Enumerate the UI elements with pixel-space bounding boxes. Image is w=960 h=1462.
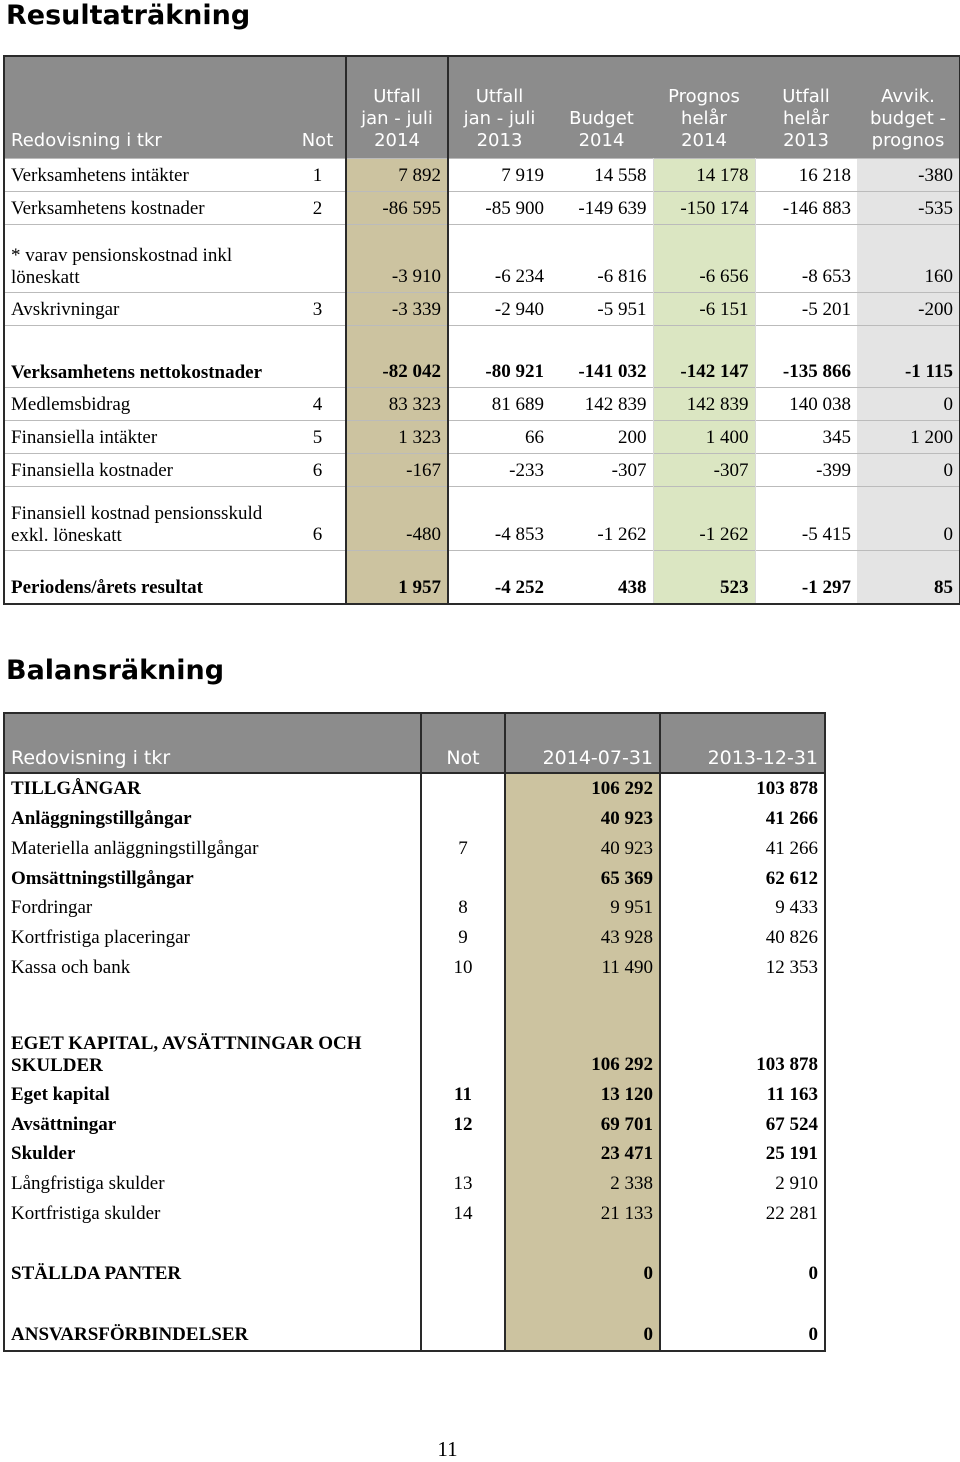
table-row: [4, 1169, 825, 1199]
table-row: [4, 292, 960, 325]
balance-sheet-table: [3, 712, 826, 1352]
cell-value: 7 892: [346, 158, 448, 191]
cell-value: 523: [653, 550, 755, 604]
table-row: [4, 804, 825, 834]
row-not: 10: [421, 953, 505, 983]
cell-value: 160: [857, 224, 960, 292]
row-label: Kortfristiga skulder: [4, 1199, 421, 1229]
cell-value: 11 490: [505, 953, 660, 983]
cell-value: -86 595: [346, 191, 448, 224]
row-not: [421, 773, 505, 804]
table-row: [4, 420, 960, 453]
cell-value: 103 878: [756, 1054, 818, 1075]
header-date-current: 2014-07-31: [505, 713, 660, 773]
cell-value: 7 919: [501, 164, 544, 186]
cell-value: -6 656: [653, 224, 755, 292]
table-row: [4, 550, 960, 604]
row-not: [421, 864, 505, 894]
cell-value: 106 292: [505, 773, 660, 804]
cell-value: -141 032: [578, 360, 647, 382]
cell-value: 0: [857, 453, 960, 486]
cell-value: 1 400: [653, 420, 755, 453]
cell-value: 85: [857, 550, 960, 604]
table-row: [4, 773, 825, 804]
cell-value: 103 878: [660, 773, 825, 804]
table-row: [4, 158, 960, 191]
cell-value: 40 826: [765, 927, 818, 948]
cell-value: 2 338: [505, 1169, 660, 1199]
row-label: ANSVARSFÖRBINDELSER: [4, 1289, 421, 1351]
cell-value: 66: [525, 426, 544, 448]
header-budget-2014: Budget 2014: [550, 56, 653, 158]
cell-value: 13 120: [505, 1080, 660, 1110]
cell-value: 142 839: [584, 393, 647, 415]
row-not: 6: [312, 523, 323, 545]
cell-value: -3 910: [346, 224, 448, 292]
row-label: Verksamhetens intäkter: [11, 164, 189, 186]
row-not: 14: [421, 1199, 505, 1229]
table-row: [4, 1110, 825, 1140]
row-not: 12: [421, 1110, 505, 1140]
row-not: 4: [312, 393, 323, 415]
row-not: [421, 1289, 505, 1351]
cell-value: 438: [618, 577, 647, 598]
row-not: 6: [312, 459, 323, 481]
row-label: Medlemsbidrag: [11, 393, 131, 415]
cell-value: 81 689: [491, 393, 544, 415]
row-not: 11: [421, 1080, 505, 1110]
row-label: Anläggningstillgångar: [4, 804, 421, 834]
table-row: [4, 894, 825, 923]
cell-value: -6 816: [597, 265, 647, 287]
cell-value: 0: [505, 1229, 660, 1289]
table-row: [4, 1289, 825, 1351]
row-not: 7: [421, 834, 505, 864]
cell-value: -6 151: [653, 292, 755, 325]
cell-value: -4 252: [494, 577, 544, 598]
cell-value: -3 339: [346, 292, 448, 325]
row-not: [290, 224, 346, 292]
cell-value: -380: [857, 158, 960, 191]
row-label: Finansiella intäkter: [11, 426, 158, 448]
table-row: [4, 453, 960, 486]
cell-value: 106 292: [505, 983, 660, 1080]
header-label: Redovisning i tkr: [4, 713, 421, 773]
header-utfall-jan-juli-2014: Utfall jan - juli 2014: [346, 56, 448, 158]
cell-value: 21 133: [505, 1199, 660, 1229]
balance-header-row: [4, 713, 825, 773]
cell-value: 9 951: [505, 894, 660, 923]
cell-value: 9 433: [775, 897, 818, 918]
cell-value: -6 234: [494, 265, 544, 287]
cell-value: -1 297: [801, 577, 851, 598]
table-row: [4, 387, 960, 420]
table-row: [4, 191, 960, 224]
cell-value: -233: [509, 459, 544, 481]
cell-value: -149 639: [578, 197, 647, 219]
cell-value: 12 353: [765, 957, 818, 978]
table-row: [4, 923, 825, 953]
cell-value: 62 612: [765, 868, 818, 889]
row-not: [290, 325, 346, 387]
cell-value: 65 369: [505, 864, 660, 894]
row-label: TILLGÅNGAR: [4, 773, 421, 804]
cell-value: 0: [505, 1289, 660, 1351]
table-row: [4, 1140, 825, 1169]
cell-value: 67 524: [765, 1114, 818, 1135]
row-label: Fordringar: [4, 894, 421, 923]
header-prognos-helar-2014: Prognos helår 2014: [653, 56, 755, 158]
row-label: Verksamhetens nettokostnader: [11, 361, 263, 383]
row-label: Avskrivningar: [11, 298, 120, 320]
cell-value: -4 853: [494, 523, 544, 545]
table-row: [4, 834, 825, 864]
cell-value: -5 415: [801, 523, 851, 545]
page-number: 11: [437, 1437, 458, 1461]
row-label: Eget kapital: [4, 1080, 421, 1110]
header-date-previous: 2013-12-31: [660, 713, 825, 773]
row-not: 8: [421, 894, 505, 923]
row-label: Kortfristiga placeringar: [4, 923, 421, 953]
cell-value: -8 653: [801, 265, 851, 287]
cell-value: -2 940: [494, 298, 544, 320]
cell-value: 1 957: [346, 550, 448, 604]
row-not: 5: [312, 426, 323, 448]
cell-value: 142 839: [653, 387, 755, 420]
cell-value: 22 281: [765, 1203, 818, 1224]
row-label: Avsättningar: [4, 1110, 421, 1140]
income-statement-table: [3, 55, 960, 605]
cell-value: -1 115: [857, 325, 960, 387]
cell-value: 0: [857, 486, 960, 550]
row-label: EGET KAPITAL, AVSÄTTNINGAR OCH SKULDER: [4, 983, 421, 1080]
row-label: STÄLLDA PANTER: [4, 1229, 421, 1289]
cell-value: 43 928: [505, 923, 660, 953]
cell-value: 2 910: [775, 1173, 818, 1194]
row-label: Materiella anläggningstillgångar: [4, 834, 421, 864]
table-row: [4, 1080, 825, 1110]
cell-value: 41 266: [765, 838, 818, 859]
row-not: [421, 983, 505, 1080]
cell-value: 11 163: [766, 1084, 818, 1105]
cell-value: 0: [808, 1324, 818, 1345]
cell-value: 40 923: [505, 804, 660, 834]
income-statement-title: Resultaträkning: [6, 0, 251, 31]
row-label: Finansiell kostnad pensionsskuld exkl. löneskatt: [11, 502, 263, 546]
cell-value: -480: [346, 486, 448, 550]
cell-value: 25 191: [765, 1143, 818, 1164]
row-not: [421, 1140, 505, 1169]
cell-value: -200: [857, 292, 960, 325]
income-header-row: [4, 56, 960, 158]
cell-value: 16 218: [798, 164, 851, 186]
row-label: Kassa och bank: [4, 953, 421, 983]
row-label: Långfristiga skulder: [4, 1169, 421, 1199]
table-row: [4, 325, 960, 387]
cell-value: 345: [822, 426, 851, 448]
table-row: [4, 486, 960, 550]
row-label: Periodens/årets resultat: [11, 577, 203, 598]
cell-value: 1 200: [857, 420, 960, 453]
cell-value: -5 951: [597, 298, 647, 320]
header-avvikelse: Avvik. budget - prognos: [857, 56, 960, 158]
cell-value: -82 042: [346, 325, 448, 387]
row-not: [421, 1229, 505, 1289]
header-utfall-jan-juli-2013: Utfall jan - juli 2013: [448, 56, 550, 158]
table-row: [4, 224, 960, 292]
cell-value: 69 701: [505, 1110, 660, 1140]
cell-value: 83 323: [346, 387, 448, 420]
row-label: Omsättningstillgångar: [4, 864, 421, 894]
cell-value: 0: [808, 1263, 818, 1284]
header-label: Redovisning i tkr: [4, 56, 290, 158]
row-not: 1: [312, 164, 323, 186]
table-row: [4, 1199, 825, 1229]
balance-sheet-title: Balansräkning: [6, 655, 225, 686]
cell-value: -85 900: [485, 197, 544, 219]
row-label: Skulder: [4, 1140, 421, 1169]
table-row: [4, 1229, 825, 1289]
cell-value: -307: [653, 453, 755, 486]
cell-value: -167: [346, 453, 448, 486]
table-row: [4, 953, 825, 983]
row-not: 3: [312, 298, 323, 320]
cell-value: -150 174: [653, 191, 755, 224]
cell-value: -142 147: [653, 325, 755, 387]
row-not: [290, 550, 346, 604]
row-not: [421, 804, 505, 834]
header-not: Not: [421, 713, 505, 773]
cell-value: -1 262: [653, 486, 755, 550]
cell-value: -1 262: [597, 523, 647, 545]
row-not: 2: [312, 197, 323, 219]
row-label: Finansiella kostnader: [11, 459, 173, 481]
cell-value: -307: [611, 459, 647, 481]
cell-value: -80 921: [485, 360, 544, 382]
cell-value: -135 866: [782, 360, 851, 382]
cell-value: 140 038: [789, 393, 851, 415]
table-row: [4, 983, 825, 1080]
cell-value: 1 323: [346, 420, 448, 453]
cell-value: -146 883: [782, 197, 851, 219]
row-not: 13: [421, 1169, 505, 1199]
header-not: Not: [290, 56, 346, 158]
cell-value: -399: [816, 459, 851, 481]
cell-value: -5 201: [801, 298, 851, 320]
row-label: * varav pensionskostnad inkl löneskatt: [11, 244, 233, 288]
cell-value: 41 266: [765, 808, 818, 829]
row-not: 9: [421, 923, 505, 953]
row-label: Verksamhetens kostnader: [11, 197, 205, 219]
table-row: [4, 864, 825, 894]
cell-value: 40 923: [505, 834, 660, 864]
cell-value: 23 471: [505, 1140, 660, 1169]
cell-value: 200: [618, 426, 647, 448]
cell-value: 14 178: [653, 158, 755, 191]
header-utfall-helar-2013: Utfall helår 2013: [755, 56, 857, 158]
cell-value: 0: [857, 387, 960, 420]
cell-value: -535: [857, 191, 960, 224]
cell-value: 14 558: [594, 164, 647, 186]
